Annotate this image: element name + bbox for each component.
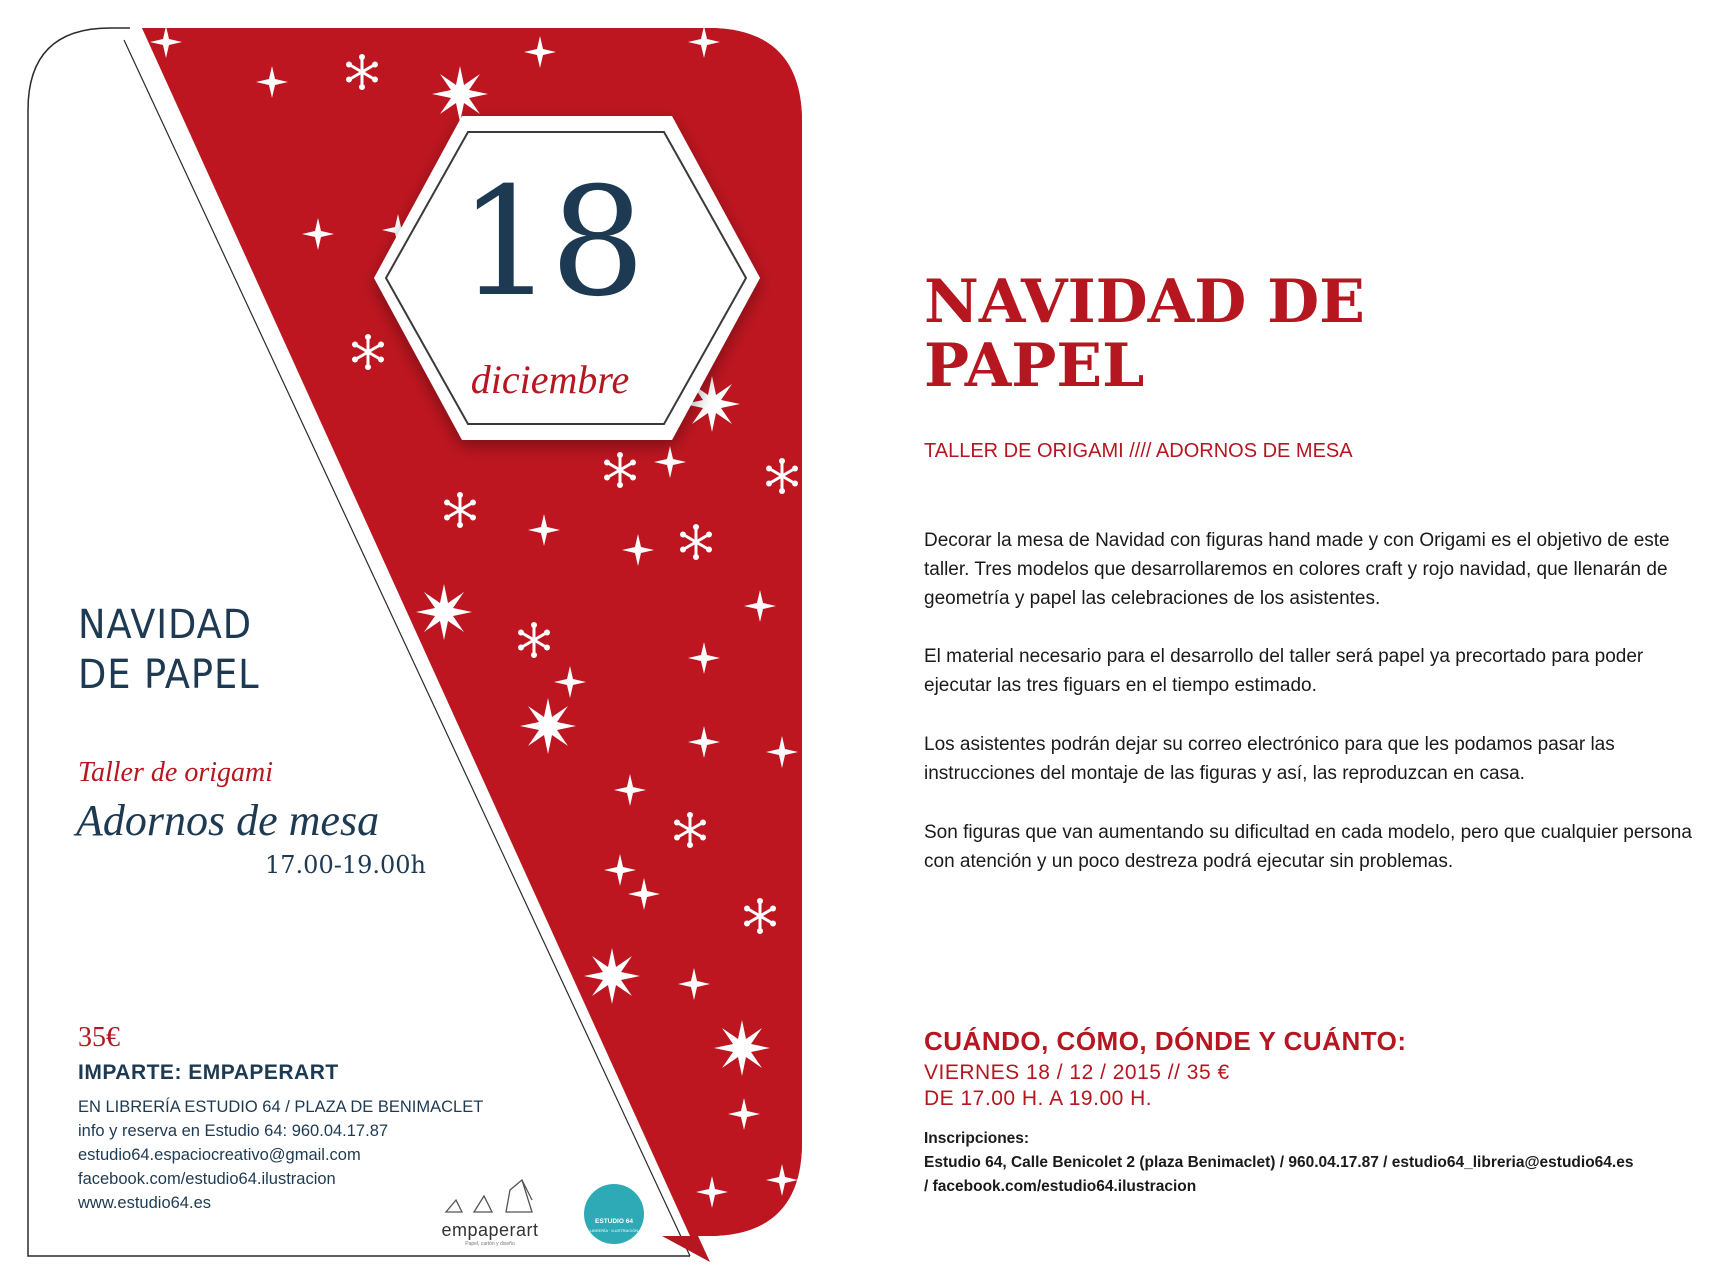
estudio64-logo-tagline: LIBRERÍA · ILUSTRACIÓN <box>589 1228 639 1233</box>
page-title <box>924 267 1424 401</box>
left-title <box>78 600 317 700</box>
inscriptions-line-2: / facebook.com/estudio64.ilustracion <box>924 1178 1197 1195</box>
page-title-line1: NAVIDAD DE <box>924 267 1365 337</box>
left-website[interactable]: www.estudio64.es <box>78 1194 211 1212</box>
empaperart-tagline: Papel, cartón y diseño <box>465 1241 515 1247</box>
empaperart-logo-mark <box>446 1180 532 1212</box>
date-day: 18 <box>458 156 642 330</box>
details-date-price: VIERNES 18 / 12 / 2015 // 35 € <box>924 1061 1230 1084</box>
left-venue: EN LIBRERÍA ESTUDIO 64 / PLAZA DE BENIMACLET <box>78 1098 484 1116</box>
left-price: 35€ <box>78 1022 120 1053</box>
body-paragraph-3: Los asistentes podrán dejar su correo electrónico para que les podamos pasar las instrucciones del montaje de las figuras y así, las reproduzcan en casa. <box>924 734 1615 784</box>
body-paragraph-1: Decorar la mesa de Navidad con figuras hand made y con Origami es el objetivo de este taller. Tres modelos que desarrollaremos en colores craft y rojo navidad, que llenarán de geometría y papel las celebraciones de los asistentes. <box>924 530 1670 609</box>
left-title-line2: DE PAPEL <box>78 652 260 698</box>
estudio64-logo-text: ESTUDIO 64 <box>595 1218 633 1225</box>
left-title-line1: NAVIDAD <box>78 602 253 648</box>
left-time: 17.00-19.00h <box>265 851 426 879</box>
left-email[interactable]: estudio64.espaciocreativo@gmail.com <box>78 1146 361 1164</box>
estudio64-logo <box>584 1184 644 1244</box>
body-paragraph-4: Son figuras que van aumentando su dificultad en cada modelo, pero que cualquier persona con atención y un poco destreza podrá ejecutar sin problemas. <box>924 822 1692 872</box>
left-facebook[interactable]: facebook.com/estudio64.ilustracion <box>78 1170 336 1188</box>
left-subtitle: Adornos de mesa <box>76 796 380 845</box>
page-title-line2: PAPEL <box>924 331 1145 401</box>
empaperart-logo: empaperart <box>441 1220 539 1240</box>
details-time: DE 17.00 H. A 19.00 H. <box>924 1087 1153 1110</box>
left-phone: info y reserva en Estudio 64: 960.04.17.87 <box>78 1122 389 1140</box>
inscriptions-label: Inscripciones: <box>924 1130 1030 1147</box>
left-teacher: IMPARTE: EMPAPERART <box>78 1061 339 1084</box>
date-month: diciembre <box>470 357 630 402</box>
body-paragraph-2: El material necesario para el desarrollo del taller será papel ya precortado para poder ejecutar las tres figuars en el tiempo estimado. <box>924 646 1644 696</box>
details-heading: CUÁNDO, CÓMO, DÓNDE Y CUÁNTO: <box>924 1026 1407 1056</box>
page-subtitle: TALLER DE ORIGAMI //// ADORNOS DE MESA <box>924 440 1353 462</box>
inscriptions-line-1: Estudio 64, Calle Benicolet 2 (plaza Benimaclet) / 960.04.17.87 / estudio64_libreria@estudio64.es <box>924 1154 1634 1171</box>
left-workshop: Taller de origami <box>78 757 273 788</box>
